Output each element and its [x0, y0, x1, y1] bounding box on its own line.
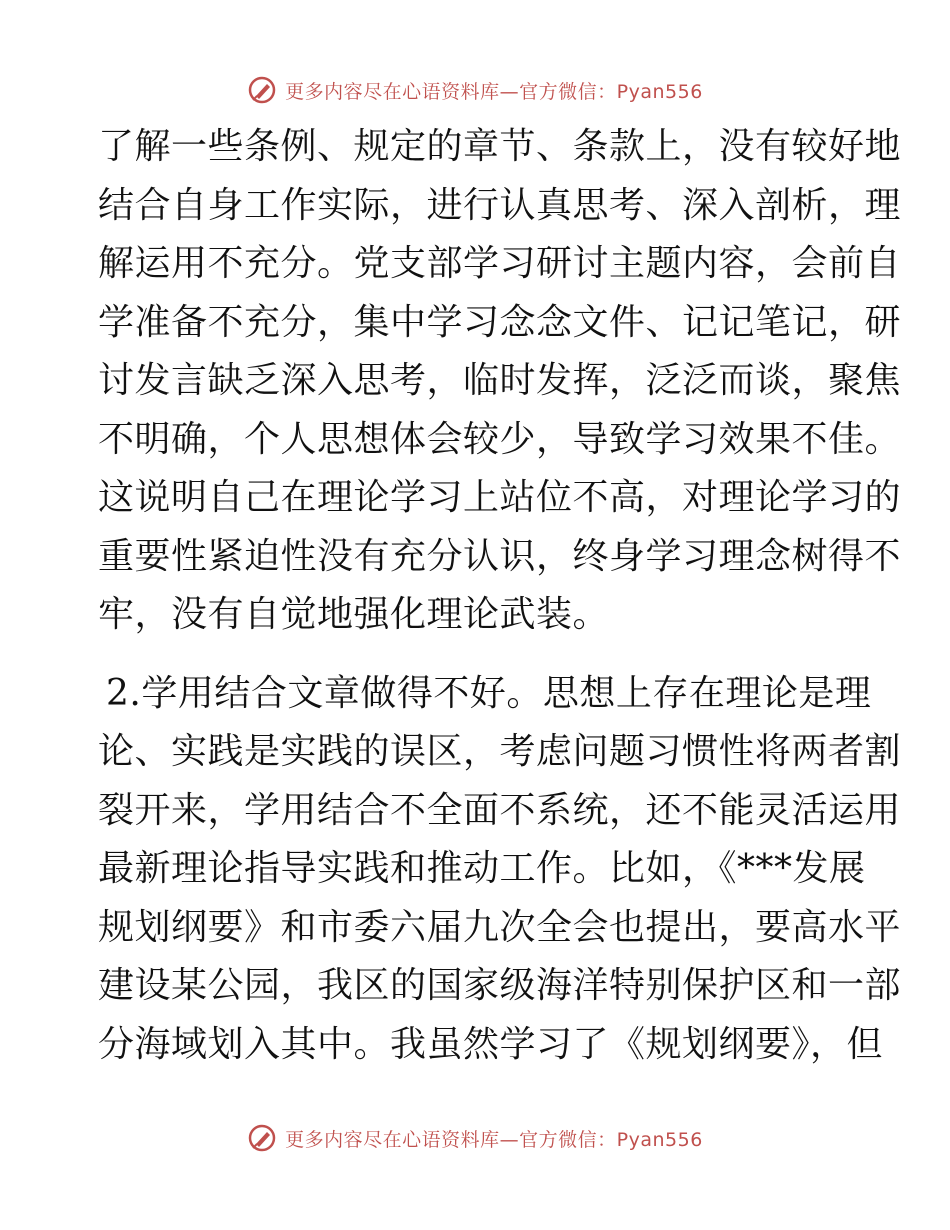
- text-line: [98, 177, 902, 236]
- line-text: 讨发言缺乏深入思考，临时发挥，泛泛而谈，聚焦: [98, 360, 902, 401]
- footer-banner: [0, 1118, 950, 1158]
- line-text: 这说明自己在理论学习上站位不高，对理论学习的: [98, 477, 902, 518]
- header-banner-text: 更多内容尽在心语资料库—官方微信：Pyan556: [285, 80, 703, 103]
- line-text: 分海域划入其中。我虽然学习了《规划纲要》，但: [98, 1023, 884, 1065]
- line-text: 学准备不充分，集中学习念念文件、记记笔记，研: [98, 301, 902, 343]
- line-text: 重要性紧迫性没有充分认识，终身学习理念树得不: [98, 535, 902, 577]
- text-line: [98, 723, 902, 782]
- document-body: [98, 118, 902, 1074]
- text-line: [98, 899, 902, 958]
- text-line: [98, 528, 902, 587]
- text-line: [98, 352, 902, 411]
- line-text: 规划纲要》和市委六届九次全会也提出，要高水平: [98, 906, 902, 948]
- paragraph-1: [98, 118, 902, 645]
- text-line: [98, 586, 858, 645]
- paragraph-2: [98, 665, 902, 1075]
- text-line: [98, 235, 902, 294]
- text-line: [98, 469, 902, 528]
- line-text: 最新理论指导实践和推动工作。比如，《***发展: [98, 848, 866, 889]
- writing-pen-logo-icon: [247, 1123, 277, 1153]
- line-text: 裂开来，学用结合不全面不系统，还不能灵活运用: [98, 789, 902, 831]
- text-line: [98, 118, 902, 177]
- line-text: 建设某公园，我区的国家级海洋特别保护区和一部: [98, 965, 902, 1006]
- line-text: 牢，没有自觉地强化理论武装。: [98, 594, 610, 635]
- header-banner: [0, 70, 950, 110]
- text-line: [98, 840, 866, 899]
- text-line: [98, 411, 902, 470]
- line-text: 结合自身工作实际，进行认真思考、深入剖析，理: [98, 184, 902, 226]
- writing-pen-logo-icon: [247, 75, 277, 105]
- line-text: 论、实践是实践的误区，考虑问题习惯性将两者割: [98, 731, 902, 772]
- line-text: 不明确，个人思想体会较少，导致学习效果不佳。: [98, 418, 902, 460]
- text-line: [98, 782, 902, 841]
- text-line: [98, 957, 902, 1016]
- text-line: [98, 1016, 884, 1075]
- footer-banner-text: 更多内容尽在心语资料库—官方微信：Pyan556: [285, 1128, 703, 1151]
- text-line: [98, 665, 872, 724]
- line-text: 了解一些条例、规定的章节、条款上，没有较好地: [98, 126, 902, 167]
- text-line: [98, 294, 902, 353]
- paragraph-spacer: [98, 645, 858, 665]
- line-text: 2.学用结合文章做得不好。思想上存在理论是理: [106, 672, 872, 714]
- line-text: 解运用不充分。党支部学习研讨主题内容，会前自: [98, 243, 902, 284]
